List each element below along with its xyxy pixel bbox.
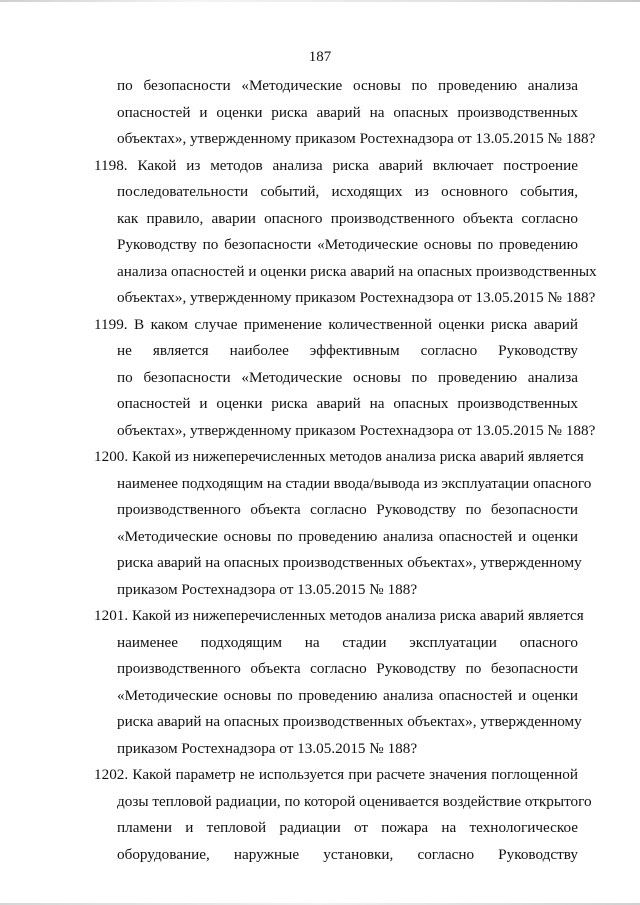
text-line: «Методические основы по проведению анализа опасностей и оценки xyxy=(117,686,578,704)
text-line: приказом Ростехнадзора от 13.05.2015 № 188? xyxy=(117,580,418,598)
text-line: приказом Ростехнадзора от 13.05.2015 № 188? xyxy=(117,739,418,757)
question-number: 1198. xyxy=(94,156,128,174)
question-number: 1200. xyxy=(94,448,129,465)
question-first-line xyxy=(94,153,578,180)
text-line: наименее подходящим на стадии эксплуатации опасного xyxy=(117,633,578,651)
text-line: Руководству по безопасности «Методические основы по проведению xyxy=(117,236,578,253)
text-line: наименее подходящим на стадии ввода/вывода из эксплуатации опасного xyxy=(117,474,592,492)
question-number: 1202. xyxy=(94,766,129,783)
text-line: оборудование, наружные установки, согласно Руководству xyxy=(117,845,578,863)
text-line: опасностей и оценки риска аварий на опасных производственных xyxy=(117,103,578,121)
question-1199 xyxy=(94,312,596,445)
text-line: последовательности событий, исходящих из основного события, xyxy=(117,183,578,200)
text-line: производственного объекта согласно Руководству по безопасности xyxy=(117,501,578,518)
question-list xyxy=(94,73,597,868)
question-number: 1199. xyxy=(94,315,128,333)
text-line: риска аварий на опасных производственных объектах», утвержденному xyxy=(117,554,582,571)
question-text: В каком случае применение количественной оценки риска аварий xyxy=(134,315,578,333)
text-line: как правило, аварии опасного производственного объекта согласно xyxy=(117,209,578,227)
scan-edge-top xyxy=(0,0,640,2)
text-line: объектах», утвержденному приказом Ростехнадзора от 13.05.2015 № 188? xyxy=(117,421,596,439)
text-line: не является наиболее эффективным согласно Руководству xyxy=(117,342,578,359)
question-first-line xyxy=(94,444,584,471)
text-line: дозы тепловой радиации, по которой оценивается воздействие открытого xyxy=(117,792,592,810)
text-line: опасностей и оценки риска аварий на опасных производственных xyxy=(117,395,578,412)
text-line: объектах», утвержденному приказом Ростехнадзора от 13.05.2015 № 188? xyxy=(117,289,596,306)
question-text: Какой из методов анализа риска аварий включает построение xyxy=(137,156,578,174)
question-1200 xyxy=(94,444,592,603)
page-number: 187 xyxy=(308,49,332,65)
question-1198 xyxy=(94,153,597,312)
text-line: по безопасности «Методические основы по проведению анализа xyxy=(117,77,578,94)
text-line: анализа опасностей и оценки риска аварий на опасных производственных xyxy=(117,262,597,280)
question-text: Какой из нижеперечисленных методов анализа риска аварий является xyxy=(131,607,584,624)
question-first-line xyxy=(94,312,578,339)
question-1202 xyxy=(94,762,592,868)
question-text: Какой из нижеперечисленных методов анализа риска аварий является xyxy=(131,448,584,465)
question-text: Какой параметр не используется при расчете значения поглощенной xyxy=(132,766,578,783)
text-line: производственного объекта согласно Руководству по безопасности xyxy=(117,660,578,677)
text-line: риска аварий на опасных производственных объектах», утвержденному xyxy=(117,713,582,730)
text-line: «Методические основы по проведению анализа опасностей и оценки xyxy=(117,527,578,545)
question-first-line xyxy=(94,762,578,789)
text-line: пламени и тепловой радиации от пожара на технологическое xyxy=(117,819,578,836)
question-first-line xyxy=(94,603,584,630)
text-line: по безопасности «Методические основы по проведению анализа xyxy=(117,368,578,386)
question-number: 1201. xyxy=(94,607,129,624)
text-line: объектах», утвержденному приказом Ростехнадзора от 13.05.2015 № 188? xyxy=(117,130,596,147)
question-continuation xyxy=(94,73,596,153)
question-1201 xyxy=(94,603,584,762)
